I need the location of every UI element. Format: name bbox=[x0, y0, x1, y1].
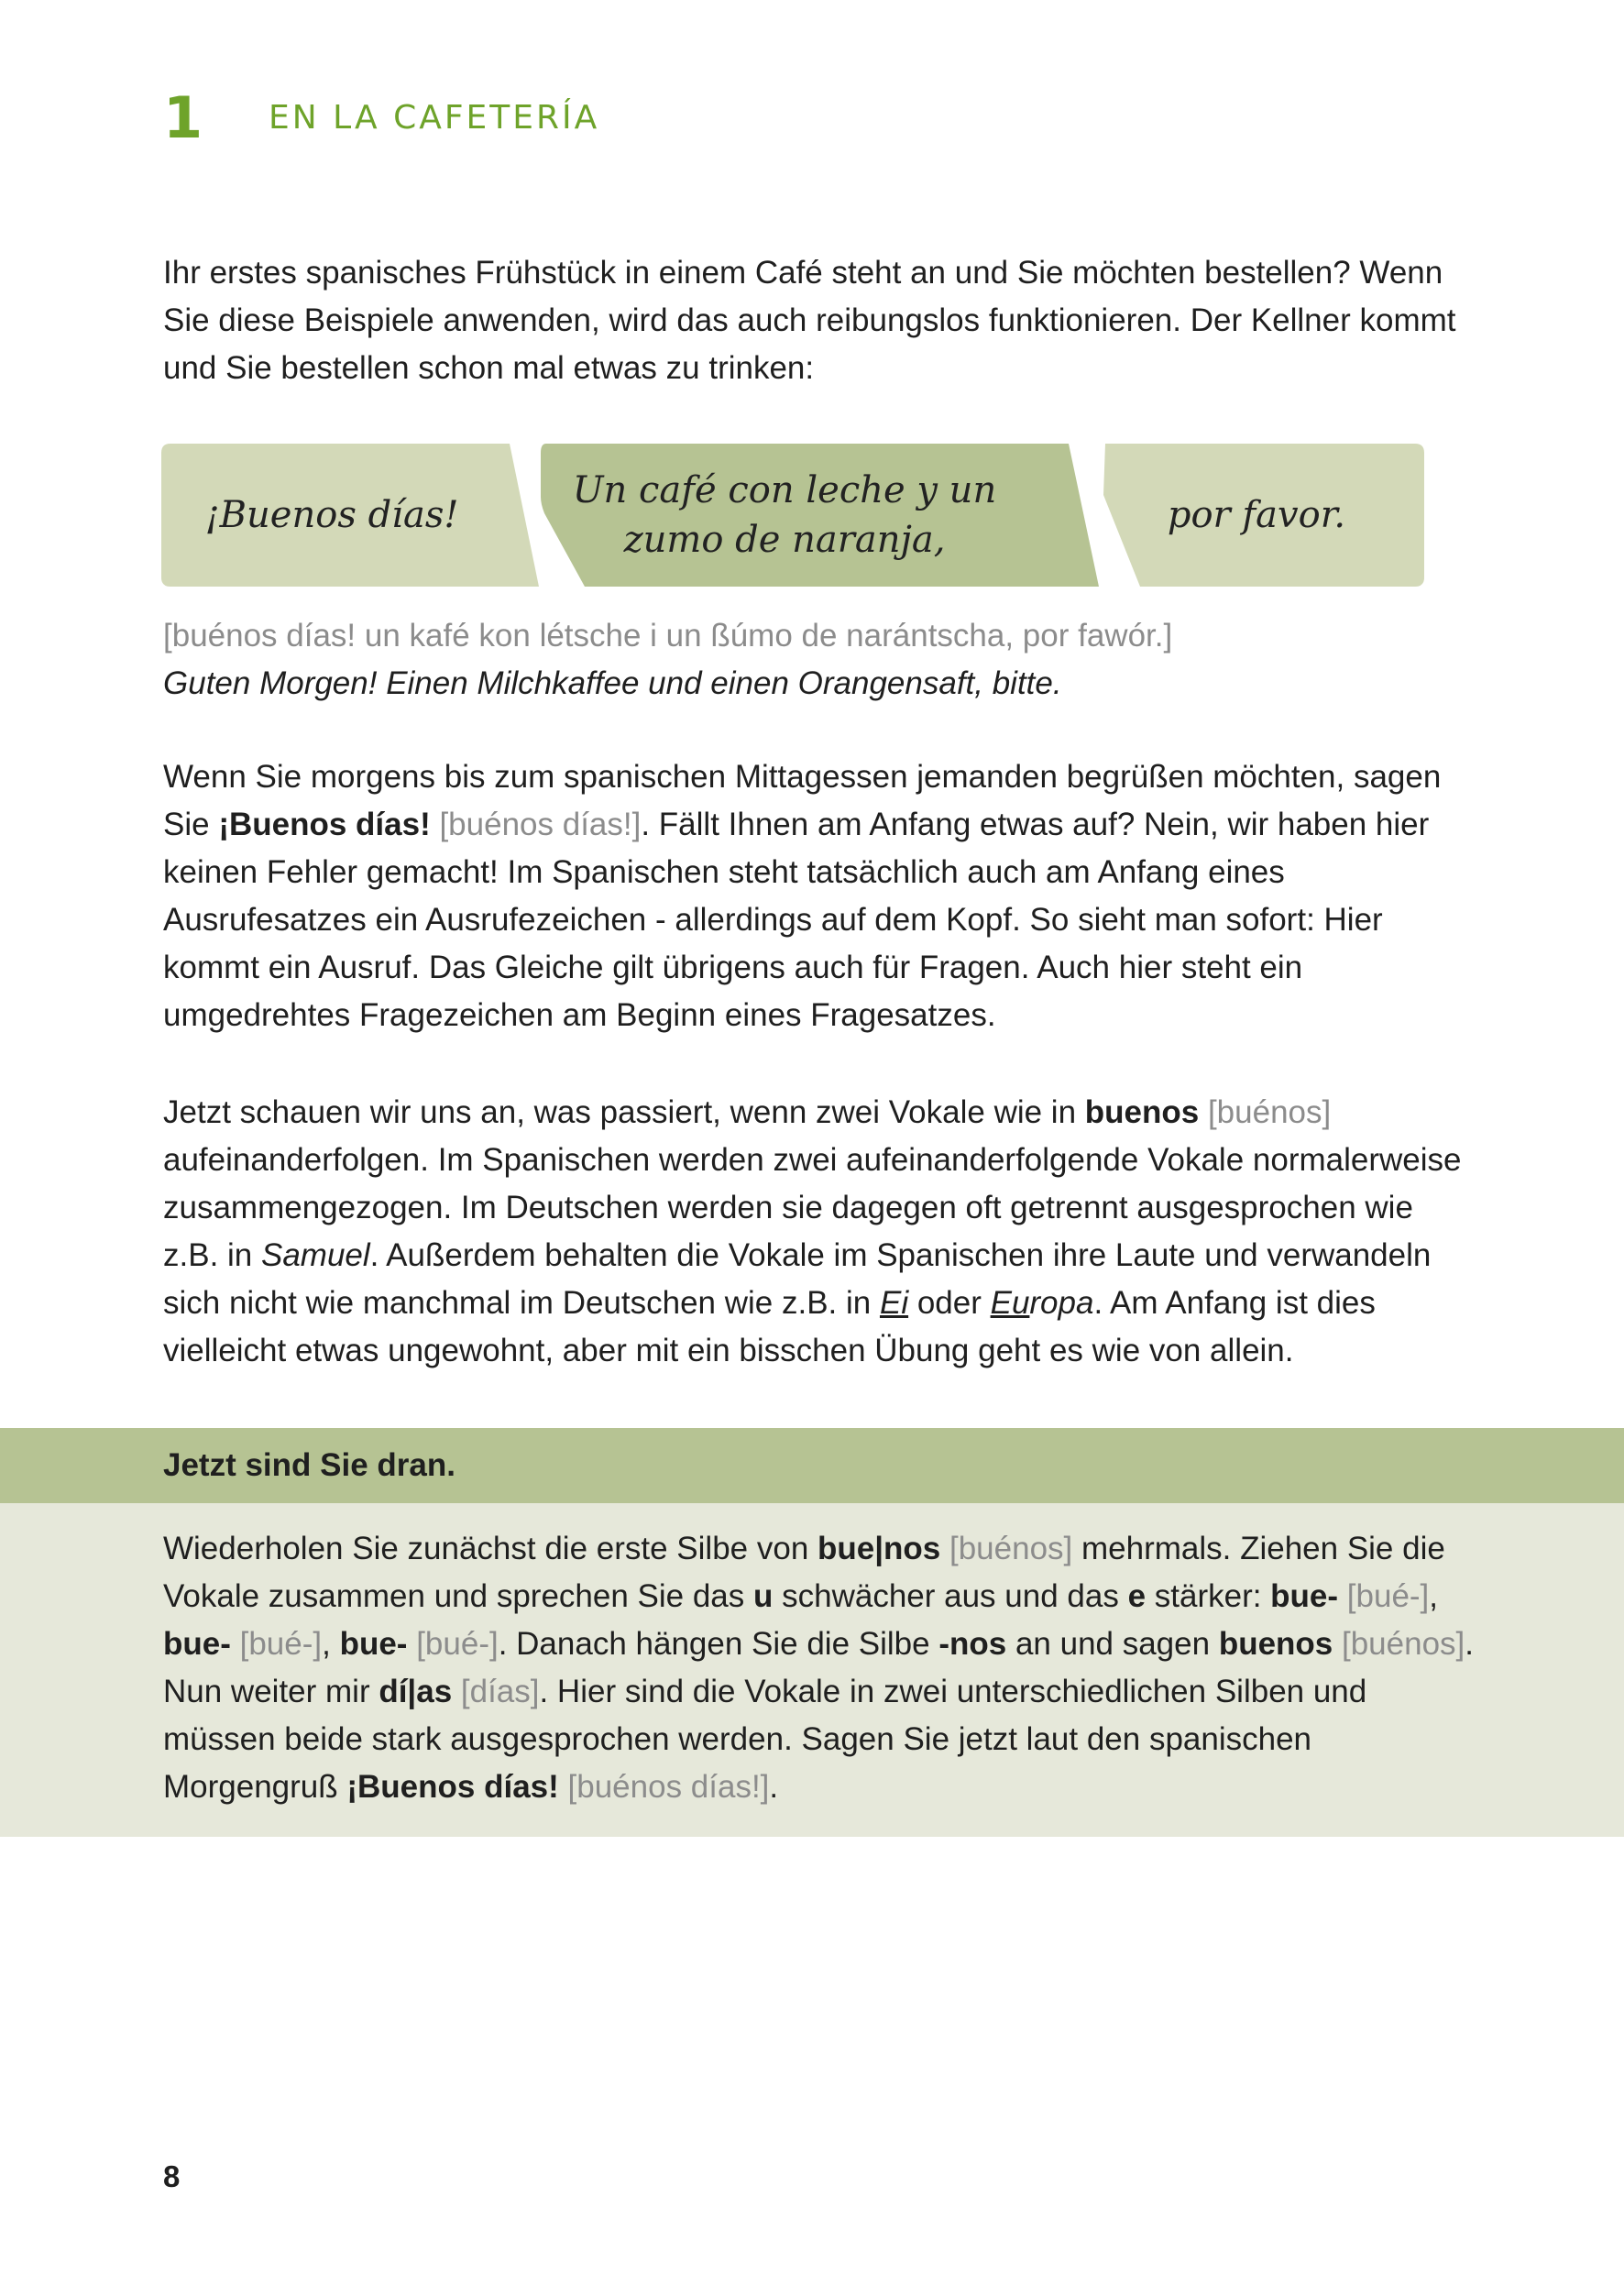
spanish-term: bue- bbox=[1270, 1578, 1339, 1614]
paragraph-greeting bbox=[163, 753, 1474, 1039]
spanish-term: bue- bbox=[163, 1626, 231, 1662]
spanish-term: u bbox=[753, 1578, 774, 1614]
spanish-term: buenos bbox=[1084, 1094, 1200, 1130]
spanish-term: bue|nos bbox=[817, 1531, 941, 1566]
spanish-term: -nos bbox=[938, 1626, 1007, 1662]
spanish-term: bue- bbox=[339, 1626, 408, 1662]
pronunciation: [buénos] bbox=[1333, 1626, 1465, 1662]
text: . Außerdem behalten die Vokale im Spanischen ihre Laute und verwandeln sich nicht wie manchmal im Deutschen wie z.B. in bbox=[163, 1237, 1432, 1321]
paragraph-vowels bbox=[163, 1089, 1474, 1375]
pronunciation: [bué-] bbox=[1338, 1578, 1430, 1614]
example-word-underlined: Ei bbox=[879, 1285, 909, 1321]
text: . Danach hängen Sie die Silbe bbox=[498, 1626, 939, 1662]
text: an und sagen bbox=[1006, 1626, 1219, 1662]
spanish-term: buenos bbox=[1218, 1626, 1333, 1662]
pronunciation: [buénos días!] bbox=[558, 1769, 770, 1805]
exercise-heading: Jetzt sind Sie dran. bbox=[163, 1447, 455, 1483]
text: Jetzt schauen wir uns an, was passiert, wenn zwei Vokale wie in bbox=[163, 1094, 1085, 1130]
text: . Hier sind die Vokale in zwei unterschiedlichen Silben und müssen beide stark ausgesprochen werden. Sagen Sie jetzt laut den spanischen Morgengruß bbox=[163, 1674, 1367, 1805]
chapter-header bbox=[163, 81, 600, 154]
intro-paragraph: Ihr erstes spanisches Frühstück in einem Café steht an und Sie möchten bestellen? Wenn Sie diese Beispiele anwenden, wird das auch reibungslos funktionieren. Der Kellner kommt und Sie bestellen schon mal etwas zu trinken: bbox=[163, 255, 1456, 386]
pronunciation: [bué-] bbox=[230, 1626, 323, 1662]
text: aufeinanderfolgen. Im Spanischen werden zwei aufeinanderfolgende Vokale normalerweise zusammengezogen. Im Deutschen werden sie dagegen oft getrennt ausgesprochen wie z.B. in bbox=[163, 1142, 1462, 1273]
pronunciation: [bué-] bbox=[407, 1626, 499, 1662]
bubble-please: por favor. bbox=[1167, 494, 1346, 536]
pronunciation: [buénos días!] bbox=[430, 807, 642, 842]
text: mehrmals. Ziehen Sie die Vokale zusammen und sprechen Sie das bbox=[163, 1531, 1445, 1614]
text: schwächer aus und das bbox=[773, 1578, 1128, 1614]
page-number: 8 bbox=[163, 2159, 181, 2193]
example-word: ropa bbox=[1029, 1285, 1094, 1321]
pronunciation: [días] bbox=[452, 1674, 540, 1709]
spanish-term: ¡Buenos días! bbox=[218, 807, 431, 842]
text: . Fällt Ihnen am Anfang etwas auf? Nein, wir haben hier keinen Fehler gemacht! Im Spanischen steht tatsächlich auch am Anfang eines Ausrufesatzes ein Ausrufezeichen - allerdings auf dem Kopf. So sieht man sofort: Hier kommt ein Ausruf. Das Gleiche gilt übrigens auch für Fragen. Auch hier steht ein umgedrehtes Fragezeichen am Beginn eines Fragesatzes. bbox=[163, 807, 1430, 1033]
pronunciation: [buénos] bbox=[1199, 1094, 1332, 1130]
text: . Am Anfang ist dies vielleicht etwas ungewohnt, aber mit ein bisschen Übung geht es wie von allein. bbox=[163, 1285, 1376, 1368]
pronunciation: [buénos] bbox=[940, 1531, 1073, 1566]
text: , bbox=[322, 1626, 340, 1662]
text: stärker: bbox=[1146, 1578, 1271, 1614]
spanish-term: e bbox=[1127, 1578, 1147, 1614]
text: Wenn Sie morgens bis zum spanischen Mittagessen jemanden begrüßen möchten, sagen Sie bbox=[163, 759, 1442, 842]
text: , bbox=[1429, 1578, 1439, 1614]
spanish-term: dí|as bbox=[379, 1674, 453, 1709]
text: . Nun weiter mir bbox=[163, 1626, 1474, 1709]
example-translation: Guten Morgen! Einen Milchkaffee und einen Orangensaft, bitte. bbox=[163, 665, 1062, 701]
speech-bubbles bbox=[161, 444, 1424, 587]
chapter-number: 1 bbox=[163, 83, 203, 151]
example-pronunciation: [buénos días! un kafé kon létsche i un ßúmo de narántscha, por fawór.] bbox=[163, 618, 1173, 654]
example-word: Samuel bbox=[260, 1237, 370, 1273]
text: . bbox=[769, 1769, 779, 1805]
example-word-underlined: Eu bbox=[990, 1285, 1030, 1321]
exercise-paragraph bbox=[163, 1525, 1474, 1811]
text: Wiederholen Sie zunächst die erste Silbe von bbox=[163, 1531, 818, 1566]
bubble-greeting: ¡Buenos días! bbox=[204, 494, 459, 536]
bubble-order: Un café con leche y un zumo de naranja, bbox=[572, 469, 997, 561]
spanish-term: ¡Buenos días! bbox=[346, 1769, 559, 1805]
text: oder bbox=[908, 1285, 991, 1321]
chapter-title: EN LA CAFETERÍA bbox=[269, 99, 600, 137]
exercise-header bbox=[0, 1428, 1624, 1503]
